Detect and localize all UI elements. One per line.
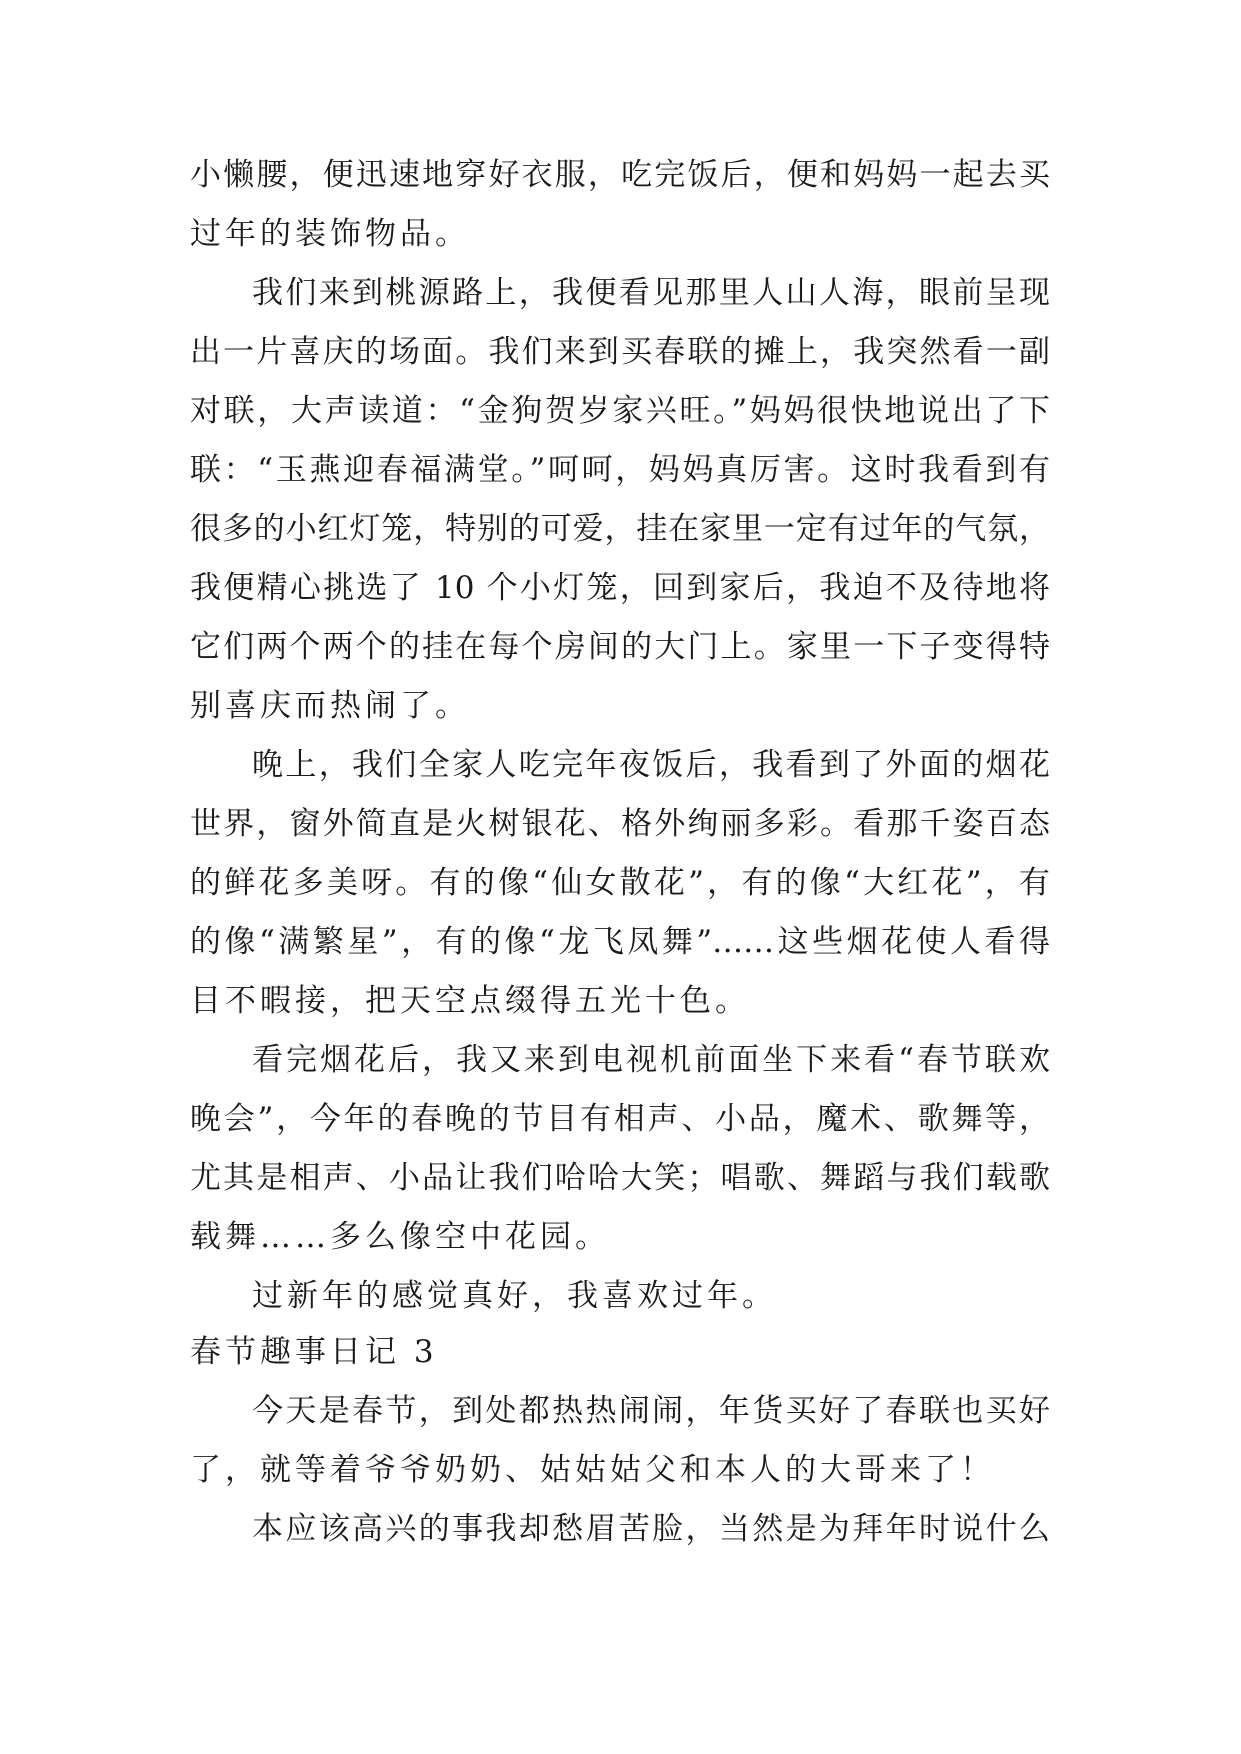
text-line: 晚上，我们全家人吃完年夜饭后，我看到了外面的烟花 bbox=[252, 747, 1050, 783]
text-line: 的像“满繁星”，有的像“龙飞凤舞”……这些烟花使人看得 bbox=[190, 924, 1050, 960]
text-line: 我们来到桃源路上，我便看见那里人山人海，眼前呈现 bbox=[252, 275, 1050, 311]
text-line: 看完烟花后，我又来到电视机前面坐下来看“春节联欢 bbox=[252, 1042, 1050, 1078]
text-line: 对联，大声读道：“金狗贺岁家兴旺。”妈妈很快地说出了下 bbox=[190, 393, 1050, 429]
text-line: 的鲜花多美呀。有的像“仙女散花”，有的像“大红花”，有 bbox=[190, 865, 1050, 901]
text-line: 出一片喜庆的场面。我们来到买春联的摊上，我突然看一副 bbox=[190, 334, 1050, 370]
text-line: 今天是春节，到处都热热闹闹，年货买好了春联也买好 bbox=[252, 1393, 1050, 1429]
section-heading: 春节趣事日记 3 bbox=[190, 1334, 438, 1370]
text-line: 它们两个两个的挂在每个房间的大门上。家里一下子变得特 bbox=[190, 629, 1050, 665]
text-line: 小懒腰，便迅速地穿好衣服，吃完饭后，便和妈妈一起去买 bbox=[190, 157, 1050, 193]
text-line: 别喜庆而热闹了。 bbox=[190, 688, 470, 724]
text-line: 晚会”，今年的春晚的节目有相声、小品，魔术、歌舞等， bbox=[190, 1101, 1050, 1137]
text-line: 我便精心挑选了 10 个小灯笼，回到家后，我迫不及待地将 bbox=[190, 570, 1050, 606]
text-line: 目不暇接，把天空点缀得五光十色。 bbox=[190, 983, 750, 1019]
text-line: 过新年的感觉真好，我喜欢过年。 bbox=[252, 1278, 777, 1314]
text-line: 尤其是相声、小品让我们哈哈大笑；唱歌、舞蹈与我们载歌 bbox=[190, 1160, 1050, 1196]
text-line: 载舞……多么像空中花园。 bbox=[190, 1219, 610, 1255]
text-line: 很多的小红灯笼，特别的可爱，挂在家里一定有过年的气氛， bbox=[190, 511, 1050, 547]
text-line: 了，就等着爷爷奶奶、姑姑姑父和本人的大哥来了！ bbox=[190, 1452, 995, 1488]
text-line: 过年的装饰物品。 bbox=[190, 216, 470, 252]
text-line: 世界，窗外简直是火树银花、格外绚丽多彩。看那千姿百态 bbox=[190, 806, 1050, 842]
text-line: 本应该高兴的事我却愁眉苦脸，当然是为拜年时说什么 bbox=[252, 1511, 1050, 1547]
text-line: 联：“玉燕迎春福满堂。”呵呵，妈妈真厉害。这时我看到有 bbox=[190, 452, 1050, 488]
